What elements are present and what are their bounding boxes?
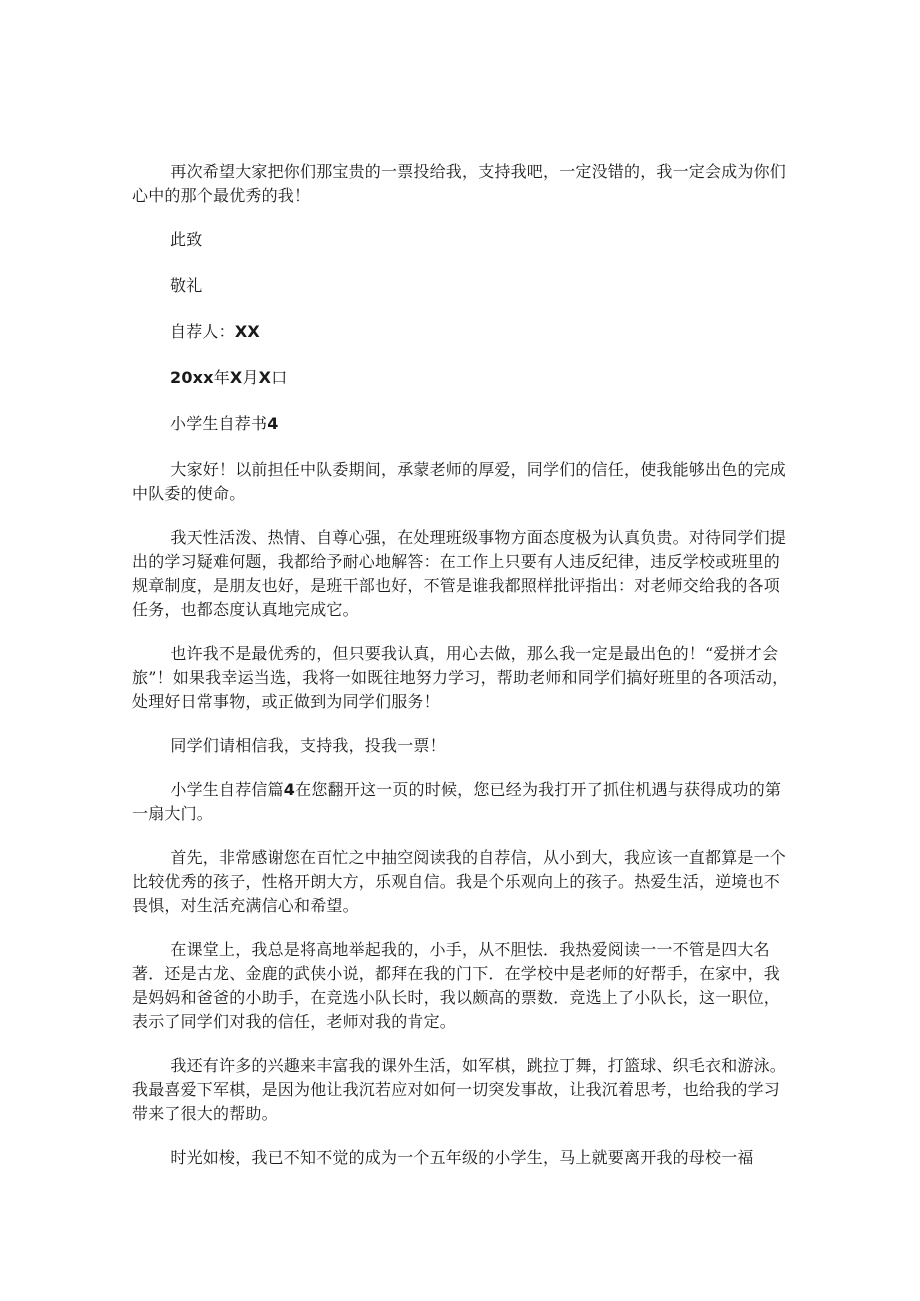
date-year-char: 年	[213, 368, 230, 387]
paragraph-closing-appeal: 再次希望大家把你们那宝贵的一票投给我，支持我吧，一定没错的，我一定会成为你们心中的那个最优秀的我！	[132, 162, 786, 205]
date-month-char: 月	[242, 368, 259, 387]
salutation-jingli: 敬礼	[170, 276, 203, 295]
paragraph-greeting: 大家好！以前担任中队委期间，承蒙老师的厚爱，同学们的信任，使我能够出色的完成中队委的使命。	[132, 460, 786, 503]
signature-line	[132, 320, 792, 344]
date-day-char: 口	[271, 368, 288, 387]
paragraph-vote-appeal: 同学们请相信我，支持我，投我一票！	[170, 736, 446, 755]
signature-name: XX	[234, 322, 260, 341]
salutation-cizhi: 此致	[170, 230, 203, 249]
letter-number: 4	[283, 780, 296, 799]
section-heading-text: 小学生自荐书	[170, 414, 268, 433]
date-day: X	[258, 368, 272, 387]
section-heading	[132, 412, 792, 436]
letter-title: 小学生自荐信篇	[170, 780, 284, 799]
date-year: 20xx	[170, 368, 214, 387]
section-heading-number: 4	[267, 414, 279, 433]
date-month: X	[229, 368, 243, 387]
document-body	[132, 160, 792, 1190]
signature-label: 自荐人：	[170, 322, 235, 341]
paragraph-personality: 我天性活泼、热情、自尊心强，在处理班级事物方面态度极为认真负贵。对待同学们提出的学习疑难何题，我都给予耐心地解答：在工作上只要有人违反纪律，违反学校或班里的规章制度，是朋友也好，是班干部也好，不管是谁我都照样批评指出：对老师交给我的各项任务，也都态度认真地完成它。	[132, 528, 786, 619]
paragraph-time: 时光如梭，我已不知不觉的成为一个五年级的小学生，马上就要离开我的母校一福	[170, 1148, 754, 1167]
date-line	[132, 366, 792, 390]
paragraph-letter-intro	[132, 778, 792, 826]
paragraph-promise: 也许我不是最优秀的，但只要我认真，用心去做，那么我一定是最出色的！“爱拼才会旅”！如果我幸运当选，我将一如既往地努力学习，帮助老师和同学们搞好班里的各项活动，处理好日常事物，或正做到为同学们服务！	[132, 644, 789, 711]
paragraph-thanks: 首先，非常感谢您在百忙之中抽空阅读我的自荐信，从小到大，我应该一直都算是一个比较优秀的孩子，性格开朗大方，乐观自信。我是个乐观向上的孩子。热爱生活，逆境也不畏惧，对生活充满信心和希望。	[132, 848, 786, 915]
letter-intro-text: 在您翻开这一页的时候，您已经为我打开了抓住机遇与获得成功的第一扇大门。	[132, 780, 782, 823]
paragraph-hobbies: 我还有许多的兴趣来丰富我的课外生活，如军棋，跳拉丁舞，打篮球、织毛衣和游泳。我最喜爱下军棋，是因为他让我沉若应对如何一切突发事故，让我沉着思考，也给我的学习带来了很大的帮助。	[132, 1056, 786, 1123]
paragraph-classroom: 在课堂上，我总是将高地举起我的，小手，从不胆怯．我热爱阅读一一不管是四大名著．还是古龙、金鹿的武侠小说，都拜在我的门下．在学校中是老师的好帮手，在家中，我是妈妈和爸爸的小助手，在竞选小队长时，我以颇高的票数．竞选上了小队长，这一职位，表示了同学们对我的信任，老师对我的肯定。	[132, 940, 781, 1031]
